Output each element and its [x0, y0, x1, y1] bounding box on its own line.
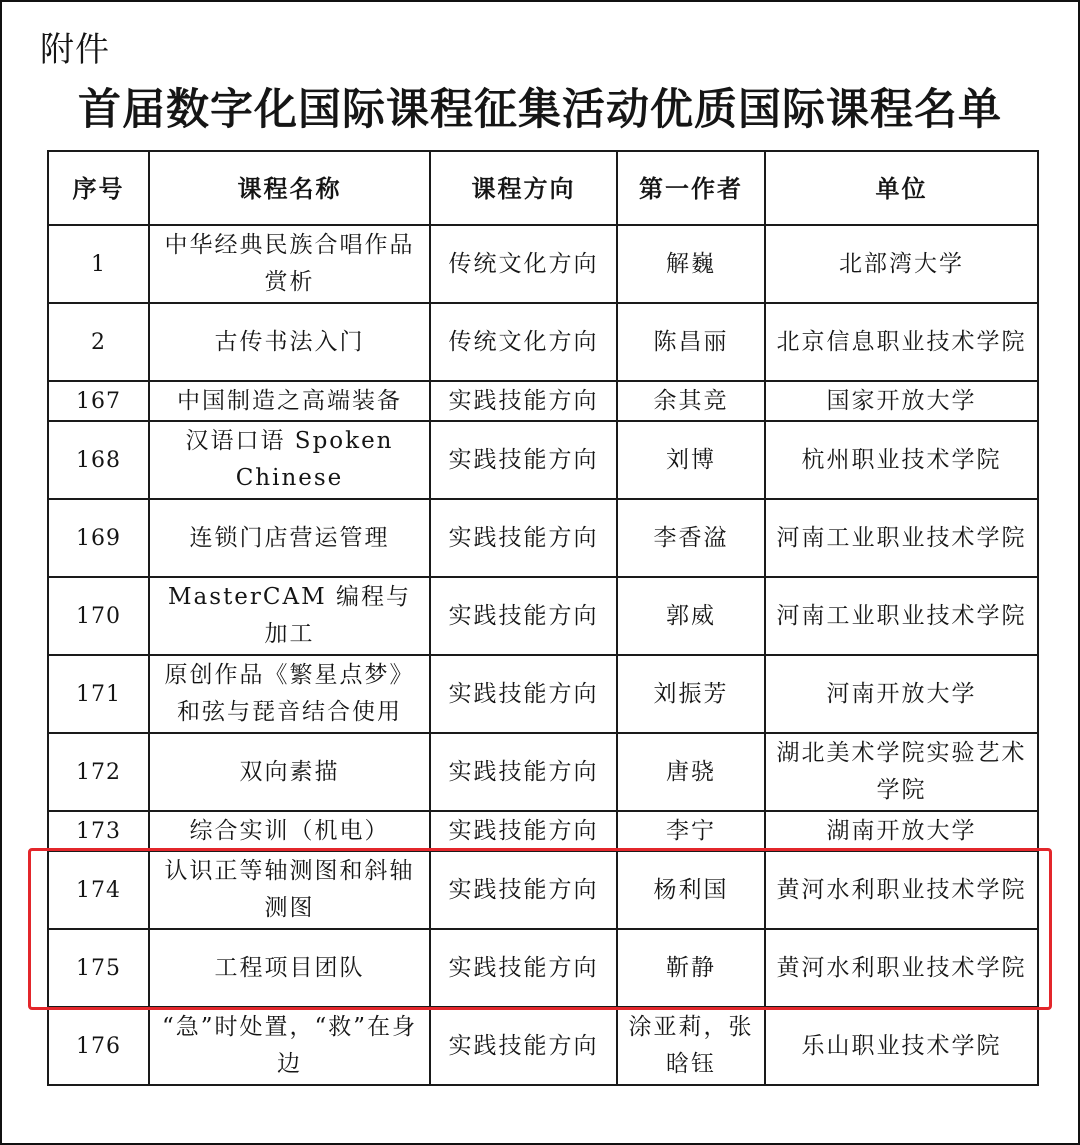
course-direction: 实践技能方向: [430, 499, 617, 577]
course-direction: 实践技能方向: [430, 421, 617, 499]
course-name: 中国制造之高端装备: [149, 381, 430, 421]
unit: 河南工业职业技术学院: [765, 499, 1038, 577]
first-author: 唐骁: [617, 733, 765, 811]
first-author: 陈昌丽: [617, 303, 765, 381]
unit: 乐山职业技术学院: [765, 1007, 1038, 1085]
table-row: [48, 421, 1038, 499]
document-title: 首届数字化国际课程征集活动优质国际课程名单: [78, 85, 1002, 135]
course-direction: 实践技能方向: [430, 811, 617, 851]
row-number: 174: [48, 851, 149, 929]
unit: 杭州职业技术学院: [765, 421, 1038, 499]
unit: 河南工业职业技术学院: [765, 577, 1038, 655]
unit: 河南开放大学: [765, 655, 1038, 733]
header-cell-unit: 单位: [765, 151, 1038, 225]
table-row: [48, 577, 1038, 655]
first-author: 靳静: [617, 929, 765, 1007]
row-number: 2: [48, 303, 149, 381]
first-author: 余其竞: [617, 381, 765, 421]
first-author: 李宁: [617, 811, 765, 851]
row-number: 175: [48, 929, 149, 1007]
unit: 湖北美术学院实验艺术学院: [765, 733, 1038, 811]
table-row: [48, 499, 1038, 577]
first-author: 涂亚莉，张晗钰: [617, 1007, 765, 1085]
unit: 北部湾大学: [765, 225, 1038, 303]
course-name: 综合实训（机电）: [149, 811, 430, 851]
first-author: 刘振芳: [617, 655, 765, 733]
unit: 北京信息职业技术学院: [765, 303, 1038, 381]
course-direction: 实践技能方向: [430, 929, 617, 1007]
table-row: [48, 655, 1038, 733]
header-cell-course-name: 课程名称: [149, 151, 430, 225]
first-author: 刘博: [617, 421, 765, 499]
unit: 湖南开放大学: [765, 811, 1038, 851]
unit: 国家开放大学: [765, 381, 1038, 421]
course-direction: 实践技能方向: [430, 1007, 617, 1085]
table-row: [48, 303, 1038, 381]
table-row: [48, 811, 1038, 851]
course-direction: 实践技能方向: [430, 577, 617, 655]
table-row: [48, 225, 1038, 303]
unit: 黄河水利职业技术学院: [765, 851, 1038, 929]
highlight-box: [28, 848, 1052, 1010]
course-name: MasterCAM 编程与加工: [149, 577, 430, 655]
row-number: 172: [48, 733, 149, 811]
row-number: 1: [48, 225, 149, 303]
course-name: 工程项目团队: [149, 929, 430, 1007]
course-name: 原创作品《繁星点梦》和弦与琵音结合使用: [149, 655, 430, 733]
course-name: 连锁门店营运管理: [149, 499, 430, 577]
row-number: 176: [48, 1007, 149, 1085]
table-row: [48, 1007, 1038, 1085]
first-author: 杨利国: [617, 851, 765, 929]
row-number: 170: [48, 577, 149, 655]
row-number: 173: [48, 811, 149, 851]
course-name: 认识正等轴测图和斜轴测图: [149, 851, 430, 929]
row-number: 167: [48, 381, 149, 421]
header-cell-direction: 课程方向: [430, 151, 617, 225]
table-row: [48, 733, 1038, 811]
table-header-row: [48, 151, 1038, 225]
row-number: 168: [48, 421, 149, 499]
course-direction: 传统文化方向: [430, 225, 617, 303]
first-author: 李香湓: [617, 499, 765, 577]
course-name: “急”时处置，“救”在身边: [149, 1007, 430, 1085]
course-name: 古传书法入门: [149, 303, 430, 381]
unit: 黄河水利职业技术学院: [765, 929, 1038, 1007]
header-cell-number: 序号: [48, 151, 149, 225]
header-cell-first-author: 第一作者: [617, 151, 765, 225]
course-direction: 实践技能方向: [430, 733, 617, 811]
course-direction: 实践技能方向: [430, 381, 617, 421]
table-row: [48, 381, 1038, 421]
row-number: 169: [48, 499, 149, 577]
course-direction: 实践技能方向: [430, 655, 617, 733]
course-direction: 实践技能方向: [430, 851, 617, 929]
row-number: 171: [48, 655, 149, 733]
first-author: 郭威: [617, 577, 765, 655]
course-direction: 传统文化方向: [430, 303, 617, 381]
first-author: 解巍: [617, 225, 765, 303]
course-name: 汉语口语 Spoken Chinese: [149, 421, 430, 499]
course-name: 中华经典民族合唱作品赏析: [149, 225, 430, 303]
course-name: 双向素描: [149, 733, 430, 811]
attachment-label: 附件: [40, 30, 110, 70]
